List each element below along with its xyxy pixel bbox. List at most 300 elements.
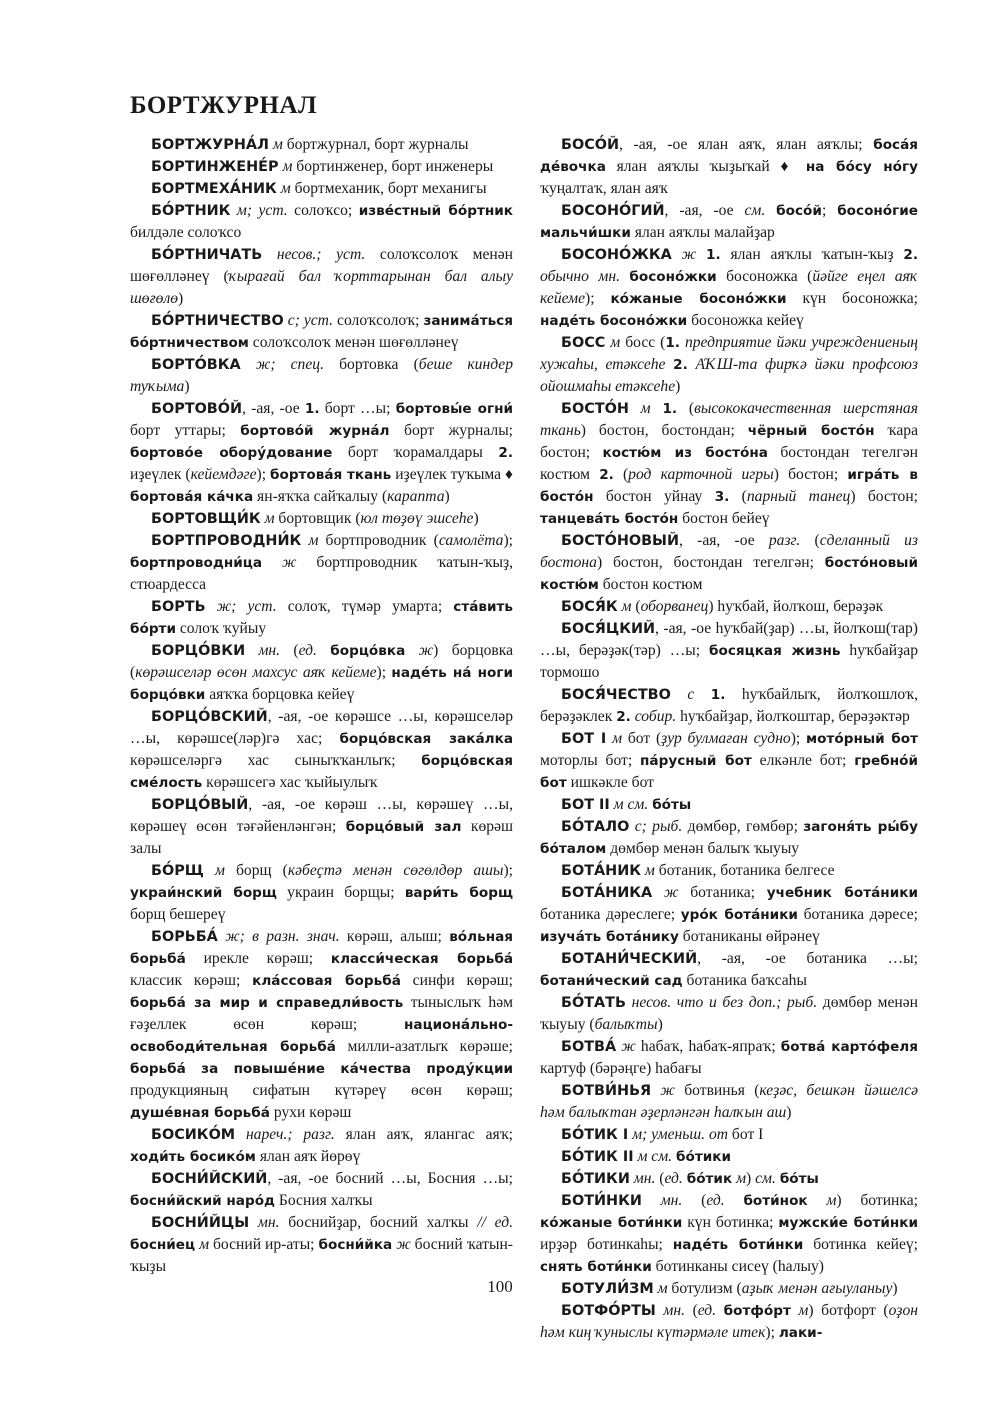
headword: БОСТО́Н — [561, 401, 629, 417]
definition-text: ) бостон, бостондан; — [580, 422, 748, 439]
definition-text: ботинканы сисеү (һалыу) — [651, 1258, 824, 1275]
definition-text: ботаника баҡсаһы — [682, 972, 807, 989]
dictionary-entry — [130, 310, 513, 354]
phrase: наде́ть босоно́жки — [540, 313, 688, 329]
dictionary-entry — [130, 156, 513, 178]
definition-text: билдәле солоҡсо — [130, 224, 242, 241]
headword: БОТ II — [561, 797, 610, 813]
phrase: па́русный бот — [640, 753, 752, 769]
definition-text: , -ая, -ое — [242, 400, 305, 417]
phrase: изве́стный бо́ртник — [358, 203, 513, 219]
phrase: бортова́я ткань — [269, 467, 392, 483]
grammar-label: мн. — [633, 1170, 656, 1187]
definition-text: бортинженер, борт инженеры — [292, 158, 494, 175]
dictionary-entry — [540, 200, 918, 244]
grammar-label: аҙыҡ менән ағыуланыу — [741, 1280, 893, 1297]
grammar-label: ж — [418, 642, 434, 659]
grammar-label: ж — [621, 1038, 636, 1055]
definition-text: һуҡбайҙар, йолҡоштар, берәҙәктәр — [676, 708, 910, 725]
dictionary-entry — [130, 354, 513, 398]
definition-text: бортпроводник ҡатын-ҡыҙ, стюардесса — [130, 554, 513, 593]
phrase: бортовы́е огни́ — [395, 401, 513, 417]
grammar-label: несов. что и без доп.; рыб. — [631, 994, 818, 1011]
headword: БОРТМЕХА́НИК — [151, 181, 277, 197]
grammar-label: мн. — [258, 642, 281, 659]
definition-text: бортовщик ( — [274, 510, 361, 527]
grammar-label: м — [736, 1170, 747, 1187]
headword: БОСЯ́ЧЕСТВО — [561, 687, 671, 703]
phrase: на бо́су но́гу — [805, 159, 918, 175]
headword: БОСИКО́М — [151, 1127, 236, 1143]
definition-text: бостон бейеү — [678, 510, 770, 527]
definition-text: бортмеханик, борт механигы — [290, 180, 487, 197]
definition-text: ( — [280, 642, 299, 659]
grammar-label: м — [264, 510, 275, 527]
definition-text: ( — [631, 598, 641, 615]
definition-text: борт уттары; — [130, 422, 241, 439]
phrase: украи́нский борщ — [130, 885, 277, 901]
phrase: 1. — [710, 687, 726, 703]
grammar-label: м см. — [637, 1148, 673, 1165]
dictionary-entry — [540, 596, 918, 618]
definition-text: ) — [746, 1170, 756, 1187]
phrase: 2. — [599, 467, 614, 483]
grammar-label: оҙон һәм киң ҡуныслы күтәрмәле итек — [540, 1302, 918, 1341]
headword: БО́ТИКИ — [561, 1171, 630, 1187]
definition-text: бостон уйнау — [593, 488, 715, 505]
grammar-label: ж — [681, 246, 697, 263]
phrase: 3. — [714, 489, 730, 505]
grammar-label: м — [640, 400, 651, 417]
definition-text: ботинка кейеү; — [803, 1236, 919, 1253]
definition-text: ботаника дәресе; — [797, 906, 918, 923]
definition-text — [716, 1302, 724, 1319]
headword: БОРЦО́ВКИ — [151, 643, 246, 659]
definition-text: иҙеүлек ( — [130, 466, 191, 483]
phrase: борьба́ за повыше́ние ка́чества проду́кции — [130, 1061, 513, 1077]
definition-text: ( — [682, 1192, 707, 1209]
definition-text: бортпроводник ( — [318, 532, 439, 549]
grammar-label: м — [657, 1280, 668, 1297]
definition-text: ); — [503, 862, 513, 879]
definition-text: синфи көрәш; — [400, 972, 513, 989]
definition-text: , -ая, -ое көрәшсе …ы, көрәшселәр …ы, көрәшсе(ләр)гә хас; — [130, 708, 513, 747]
phrase: гребно́й бот — [540, 753, 919, 791]
definition-text: елкәнле бот; — [751, 752, 855, 769]
definition-text: босний ҡатын-ҡыҙы — [130, 1236, 513, 1275]
dictionary-entry — [130, 596, 513, 640]
phrase: занима́ться бо́ртничеством — [130, 313, 513, 351]
definition-text: ирекле көрәш; — [185, 950, 331, 967]
dictionary-entry — [540, 332, 918, 398]
dictionary-entry — [130, 398, 513, 508]
grammar-label: нареч.; разг. — [245, 1126, 335, 1143]
dictionary-entry — [540, 1036, 918, 1080]
definition-text — [262, 554, 282, 571]
headword: БОСС — [561, 335, 606, 351]
headword: БОСО́Й — [561, 137, 620, 153]
definition-text: ) ботфорт ( — [808, 1302, 889, 1319]
definition-text: дөмбөр менән ҡыуыу ( — [540, 994, 918, 1033]
definition-text: аяҡҡа борцовка кейеү — [205, 686, 355, 703]
headword: БОРТОВО́Й — [151, 401, 243, 417]
definition-text: милли-азатлыҡ көрәше; — [335, 1038, 514, 1055]
phrase: 1. — [665, 335, 680, 351]
headword: БОСЯ́К — [561, 599, 618, 615]
headword: БО́РТНИК — [151, 203, 231, 219]
phrase: босни́ец — [130, 1237, 196, 1253]
definition-text: ) — [184, 378, 190, 395]
definition-text: ботулизм ( — [667, 1280, 742, 1297]
definition-text: , -ая, -ое һуҡбай(ҙар) …ы, йолҡош(тар) …ы, берәҙәк(тәр) …ы; — [540, 620, 918, 659]
definition-text: ян-яҡҡа сайҡалыу ( — [253, 488, 388, 505]
headword: БО́ТИК II — [561, 1149, 634, 1165]
dictionary-entry — [130, 178, 513, 200]
grammar-label: юл төҙөү эшсеһе — [360, 510, 474, 527]
dictionary-entry — [540, 530, 918, 596]
headword: БОСОНО́ЖКА — [561, 247, 672, 263]
headword: БОРЬБА́ — [151, 929, 218, 945]
phrase: ботфо́рт — [723, 1303, 791, 1319]
definition-text — [620, 268, 629, 285]
phrase: бортпроводни́ца — [130, 555, 262, 571]
definition-text: , -ая, -ое ботаника …ы; — [697, 950, 918, 967]
grammar-label: род карточной игры — [628, 466, 774, 483]
definition-text: ялан аяҡлы ҡатын-ҡыҙ — [720, 246, 904, 263]
headword: БОРТЖУРНА́Л — [151, 137, 269, 153]
headword: БОРТОВЩИ́К — [151, 511, 261, 527]
grammar-label: кәбеҫтә менән сөгөлдөр ашы — [287, 862, 504, 879]
headword: БОТА́НИКА — [561, 885, 653, 901]
definition-text: ) борцовка ( — [130, 642, 513, 681]
definition-text: , -ая, -ое көрәш …ы, көрәшеү …ы, көрәшеү өсөн тәғәйенләнгән; — [130, 796, 513, 835]
phrase: 1. — [706, 247, 721, 263]
phrase: боти́нок — [743, 1193, 808, 1209]
dictionary-entry — [130, 1212, 513, 1278]
definition-text: күн ботинка; — [682, 1214, 779, 1231]
phrase: борцо́вый зал — [345, 819, 462, 835]
definition-text: ) бостон; — [850, 488, 919, 505]
definition-text: рухи көрәш — [269, 1104, 352, 1121]
column-right — [540, 134, 918, 1344]
grammar-label: ҙур булмаған судно — [661, 730, 791, 747]
headword: БОТА́НИК — [561, 863, 642, 879]
headword: БОТ I — [561, 731, 607, 747]
dictionary-entry — [130, 860, 513, 926]
phrase: мото́рный бот — [806, 731, 918, 747]
headword: БОСЯ́ЦКИЙ — [561, 621, 656, 637]
dictionary-entry — [540, 1300, 918, 1344]
phrase: загоня́ть ры́бу бо́талом — [540, 819, 918, 857]
phrase: костю́м из босто́на — [602, 445, 768, 461]
definition-text: ( — [729, 488, 747, 505]
headword: БО́РТНИЧЕСТВО — [151, 313, 284, 329]
definition-text: классик көрәш; — [130, 972, 253, 989]
grammar-label: ед. — [706, 1192, 725, 1209]
definition-text: боснийҙар, босний халҡы — [279, 1214, 478, 1231]
dictionary-entry — [540, 1168, 918, 1190]
headword: БОСНИ́ЙЦЫ — [151, 1215, 250, 1231]
definition-text — [688, 356, 696, 373]
grammar-label: ж — [281, 554, 297, 571]
phrase: изуча́ть бота́нику — [540, 929, 679, 945]
grammar-label: ед. — [664, 1170, 683, 1187]
definition-text — [642, 1192, 661, 1209]
definition-text: продукцияның сифатын күтәреү өсөн көрәш; — [130, 1082, 513, 1099]
headword: БОРТЬ — [151, 599, 206, 615]
definition-text: ботвинья ( — [674, 1082, 760, 1099]
headword: БОСТО́НОВЫЙ — [561, 533, 680, 549]
definition-text: ялан аяҡ, ялангас аяҡ; — [334, 1126, 513, 1143]
grammar-label: м — [621, 598, 632, 615]
definition-text: бортжурнал, борт журналы — [282, 136, 469, 153]
grammar-label: с; рыб. — [634, 818, 683, 835]
definition-text — [317, 642, 330, 659]
definition-text: бортовка ( — [323, 356, 419, 373]
definition-text: ботаниканы өйрәнеү — [678, 928, 820, 945]
definition-text: ботаник, ботаника белгесе — [654, 862, 835, 879]
grammar-label: оборванец — [640, 598, 709, 615]
definition-text: бот I — [728, 1126, 764, 1143]
headword: БОРЦО́ВСКИЙ — [151, 709, 268, 725]
grammar-label: м см. — [613, 796, 649, 813]
definition-text: бостондан тегелгән костюм — [540, 444, 918, 483]
definition-text — [405, 642, 418, 659]
grammar-label: с; уст. — [287, 312, 334, 329]
phrase: бо́тики — [675, 1149, 731, 1165]
grammar-label: м — [199, 1236, 210, 1253]
definition-text — [672, 246, 682, 263]
definition-text: көрәшселәргә хас сыныҡҡанлыҡ; — [130, 752, 422, 769]
phrase: вари́ть борщ — [404, 885, 513, 901]
grammar-label: несов.; уст. — [276, 246, 366, 263]
phrase: учебник бота́ники — [766, 885, 918, 901]
definition-text — [696, 246, 706, 263]
dictionary-entry — [130, 200, 513, 244]
phrase: бортова́я ка́чка — [130, 489, 254, 505]
headword: БОТВА́ — [561, 1039, 617, 1055]
dictionary-entry — [540, 1146, 918, 1168]
dictionary-entry — [540, 882, 918, 948]
definition-text: һуҡбайҙар тормошо — [540, 642, 919, 681]
phrase: 2. — [673, 357, 688, 373]
phrase: 2. — [616, 709, 631, 725]
definition-text: солоҡсо; — [287, 202, 359, 219]
dictionary-entry — [130, 244, 513, 310]
column-left — [130, 134, 513, 1278]
dictionary-entry — [130, 794, 513, 860]
definition-text: күн босоножка; — [786, 290, 918, 307]
definition-text: босоножка кейеү — [687, 312, 804, 329]
dictionary-entry — [540, 684, 918, 728]
phrase: лаки- — [778, 1325, 823, 1341]
phrase: босяцкая жизнь — [709, 643, 841, 659]
headword: БОТФО́РТЫ — [561, 1303, 656, 1319]
grammar-label: см. — [755, 1170, 776, 1187]
grammar-label: м — [826, 1192, 837, 1209]
definition-text — [765, 202, 776, 219]
phrase: 2. — [903, 247, 918, 263]
grammar-label: мн. — [660, 1192, 683, 1209]
definition-text: борщ ( — [224, 862, 288, 879]
headword: БО́ТИК I — [561, 1127, 629, 1143]
definition-text: ирҙәр ботинкаһы; — [540, 1236, 673, 1253]
definition-text: ҡуңалтаҡ, ялан аяҡ — [540, 180, 668, 197]
definition-text: ) — [786, 1104, 792, 1121]
grammar-label: предприятие йәки учреждениеның хужаһы, етәксеһе — [540, 334, 918, 373]
grammar-label: высококачественная шерстяная ткань — [540, 400, 918, 439]
grammar-label: ед. — [697, 1302, 717, 1319]
grammar-label: м — [280, 180, 291, 197]
definition-text: иҙеүлек туҡыма ♦ — [391, 466, 513, 483]
headword: БОРЦО́ВЫЙ — [151, 797, 249, 813]
definition-text: ( — [613, 466, 629, 483]
headword: БОРТО́ВКА — [151, 357, 241, 373]
definition-text: солоҡсолоҡ; — [333, 312, 424, 329]
definition-text — [249, 1214, 258, 1231]
grammar-label: м; уменьш. от — [632, 1126, 729, 1143]
phrase: снять боти́нки — [540, 1259, 652, 1275]
definition-text: ишкәкле бот — [566, 774, 654, 791]
phrase: борцо́вская зака́лка — [339, 731, 514, 747]
grammar-label: ж — [396, 1236, 411, 1253]
grammar-label: ж — [663, 884, 679, 901]
dictionary-entry — [130, 134, 513, 156]
phrase: мужски́е боти́нки — [778, 1215, 919, 1231]
dictionary-entry — [540, 728, 918, 794]
phrase: ко́жаные босоно́жки — [610, 291, 787, 307]
dictionary-entry — [130, 1168, 513, 1212]
definition-text: ботаника; — [678, 884, 767, 901]
definition-text — [206, 598, 217, 615]
definition-text: солоҡсолоҡ менән шөғөлләнеү ( — [130, 246, 513, 285]
phrase: бо́ты — [779, 1171, 819, 1187]
definition-text — [245, 642, 258, 659]
grammar-label: мн. — [257, 1214, 280, 1231]
phrase: наде́ть боти́нки — [672, 1237, 804, 1253]
definition-text: украин борщы; — [276, 884, 405, 901]
definition-text: солоҡсолоҡ менән шөғөлләнеү — [248, 334, 459, 351]
grammar-label: көрәшселәр өсөн махсус аяҡ кейеме — [135, 664, 377, 681]
dictionary-entry — [130, 1124, 513, 1168]
definition-text: дөмбөр менән балыҡ ҡыуыу — [606, 840, 800, 857]
definition-text: борщ бешереү — [130, 906, 226, 923]
definition-text: ) — [178, 290, 184, 307]
dictionary-entry — [540, 816, 918, 860]
headword: БО́РТНИЧАТЬ — [151, 247, 263, 263]
headword: БОРТПРОВОДНИ́К — [151, 533, 302, 549]
phrase: ко́жаные боти́нки — [540, 1215, 683, 1231]
dictionary-entry — [130, 530, 513, 596]
definition-text: босс ( — [620, 334, 666, 351]
grammar-label: сделанный из бостона — [540, 532, 918, 571]
grammar-label: м; уст. — [236, 202, 288, 219]
definition-text: , -ая, -ое — [679, 532, 769, 549]
phrase: бо́ты — [652, 797, 692, 813]
phrase: 1. — [304, 401, 320, 417]
headword: БОРТИНЖЕНЕ́Р — [151, 159, 279, 175]
definition-text: тыныслыҡ һәм ғәҙеллек өсөн көрәш; — [130, 994, 514, 1033]
definition-text: борт журналы; — [389, 422, 514, 439]
grammar-label: мн. — [663, 1302, 685, 1319]
phrase: босо́й — [776, 203, 822, 219]
grammar-label: ҡырағай бал ҡорттарынан бал алыу шөғөлө — [130, 268, 513, 307]
dictionary-entry — [130, 706, 513, 794]
definition-text — [725, 1192, 744, 1209]
grammar-label: парный танец — [746, 488, 851, 505]
dictionary-entry — [540, 794, 918, 816]
grammar-label: с — [687, 686, 695, 703]
grammar-label: ж; уст. — [216, 598, 277, 615]
phrase: ботани́ческий сад — [540, 973, 683, 989]
grammar-label: ж — [660, 1082, 675, 1099]
grammar-label: собир. — [634, 708, 677, 725]
definition-text: ); — [503, 532, 513, 549]
definition-text: бостон костюм — [598, 576, 703, 593]
grammar-label: ж; в разн. знач. — [225, 928, 340, 945]
definition-text — [694, 686, 710, 703]
definition-text: ); — [790, 730, 807, 747]
grammar-label: АҠШ-та фирҡә йәки профсоюз ойошмаһы етәксеһе — [540, 356, 918, 395]
definition-text: босний ир-аты; — [209, 1236, 319, 1253]
grammar-label: карапта — [387, 488, 445, 505]
definition-text — [204, 862, 215, 879]
grammar-label: см. — [744, 202, 766, 219]
grammar-label: м — [644, 862, 655, 879]
dictionary-entry — [540, 1124, 918, 1146]
grammar-label: м — [612, 730, 623, 747]
phrase: ста́вить бо́рти — [130, 599, 514, 637]
definition-text: ( — [655, 1170, 665, 1187]
dictionary-entry — [540, 398, 918, 530]
definition-text: солоҡ, түмәр умарта; — [276, 598, 454, 615]
definition-text: һуҡбайлыҡ, йолҡошлоҡ, берәҙәклек — [540, 686, 918, 725]
definition-text: ) — [892, 1280, 898, 1297]
definition-text: ) — [657, 1016, 663, 1033]
page-number: 100 — [487, 1277, 513, 1296]
phrase: национа́льно-освободи́тельная борьба́ — [130, 1017, 513, 1055]
phrase: игра́ть в босто́н — [540, 467, 918, 505]
definition-text: ялан аяҡ йөрөү — [255, 1148, 361, 1165]
definition-text: моторлы бот; — [540, 752, 641, 769]
definition-text: босоножка ( — [716, 268, 813, 285]
grammar-label: м — [610, 334, 621, 351]
definition-text: көрәш залы — [130, 818, 513, 857]
dictionary-entry — [540, 860, 918, 882]
definition-text: ) бостон, бостондан тегелгән; — [596, 554, 825, 571]
grammar-label: м — [282, 158, 293, 175]
dictionary-entry — [130, 508, 513, 530]
definition-text: Босния халҡы — [275, 1192, 373, 1209]
definition-text: бот ( — [622, 730, 662, 747]
phrase: борьба́ за мир и справедли́вость — [130, 995, 404, 1011]
grammar-label: ед. — [298, 642, 317, 659]
phrase: бо́тик — [686, 1171, 733, 1187]
phrase: во́льная борьба́ — [130, 929, 513, 967]
definition-text: борт …ы; — [319, 400, 396, 417]
definition-text: һабаҡ, һабаҡ-япраҡ; — [635, 1038, 781, 1055]
definition-text: ялан аяҡлы ҡыҙыҡай ♦ — [605, 158, 806, 175]
definition-text: ( — [800, 532, 820, 549]
phrase: чёрный босто́н — [747, 423, 875, 439]
definition-text — [671, 686, 687, 703]
headword: БОТИ́НКИ — [561, 1193, 642, 1209]
definition-text: картуф (бәрәңге) һабағы — [540, 1060, 702, 1077]
dictionary-entry — [540, 244, 918, 332]
definition-text: ( — [677, 400, 695, 417]
headword: БОТВИ́НЬЯ — [561, 1083, 652, 1099]
dictionary-entry — [130, 926, 513, 1124]
